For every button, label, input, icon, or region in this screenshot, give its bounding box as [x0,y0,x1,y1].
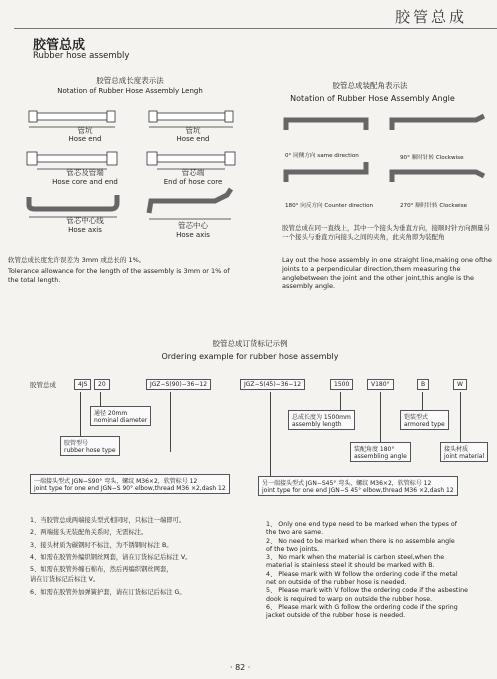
angle-title-en: Notation of Rubber Hose Assembly Angle [290,94,455,103]
length-item-4-cn: 管芯端 [181,168,205,177]
angle-desc-cn: 胶管总成在同一直线上，其中一个接头为垂直方向，接顺时针方向测量另一个接头与垂直方向接头之间的夹角，此夹角即为装配角 [282,224,490,241]
ordering-title-en: Ordering example for rubber hose assembly [161,352,339,361]
angle-item-3: 180° 向反方向 Counter direction [285,203,374,209]
length-item-1-en: Hose end [68,135,102,143]
length-item-4-en: End of hose core [163,178,223,186]
tolerance-cn: 软管总成长度允许误差为 3mm 或总长的 1%。 [8,256,146,264]
angle-item-1: 0° 同侧方向 same direction [285,153,359,159]
angle-desc-en: Lay out the hose assembly in one straight line,making one ofthe joints to a perpendicular direction,them measuring the anglebetween the joint and the other joint,this angle is the assembly angle. [282,256,492,291]
length-item-6-en: Hose axis [176,231,210,239]
header-rule [14,28,497,29]
ordering-title-cn: 胶管总成订货标记示例 [212,339,288,348]
section-title-cn: 胶管总成 [33,38,86,53]
length-item-6-cn: 管芯中心 [178,221,208,230]
tag-diameter: 通径 20mm nominal diameter [90,406,151,426]
code-joint-2: JGZ−S(45)−36−12 [240,379,305,390]
code-hose-type: 4JS [74,379,91,390]
tag-length: 总成长度为 1500mm assembly length [288,410,355,430]
length-title-en: Notation of Rubber Hose Assembly Lengh [57,87,203,95]
tolerance-en: Tolerance allowance for the length of the assembly is 3mm or 1% of the total length. [8,267,230,284]
tag-hose-type: 胶管型号 rubber hose type [60,436,120,456]
code-length: 1500 [330,379,353,390]
page-number: · 82 · [230,663,251,672]
code-armor: B [417,379,429,390]
length-item-1-cn: 管坑 [77,126,93,135]
page-header [0,0,497,36]
length-item-3-en: Hose core and end [52,178,118,186]
length-item-2-cn: 管坑 [185,126,201,135]
tag-angle: 装配角度 180° assembling angle [350,442,411,462]
angle-title-cn: 胶管总成装配角表示法 [332,81,408,90]
angle-item-2: 90° 顺时针转 Clockwise [400,155,464,161]
length-item-2-en: Hose end [176,135,210,143]
length-item-5-en: Hose axis [68,226,102,234]
code-material: W [453,379,467,390]
code-angle: V180° [367,379,394,390]
tag-joint-1: 一端接头型式 JGN−S90° 弯头，螺纹 M36×2，软管标号 12 joint type for one end JGN−S 90° elbow,thread M36 ×2,dash 12 [30,474,230,494]
length-title-cn: 胶管总成长度表示法 [96,76,164,85]
angle-item-4: 270° 顺时针转 Clockwise [400,203,468,209]
length-item-3-cn: 管芯及管端 [66,168,104,177]
code-diameter: 20 [94,379,110,390]
section-title-en: Rubber hose assembly [33,51,130,61]
code-joint-1: JGZ−S(90)−36−12 [146,379,211,390]
length-item-5-cn: 管芯中心线 [66,216,104,225]
notes-cn: 1、当胶管总成两端接头型式相同时，只标注一端即可。 2、两端接头无装配角关系时，无需标注。 3、接头材质为碳钢时不标注，为不锈钢时标注 B。 4、如需在胶管外编织钢丝网套，请在订货标记后标注 V。 5、如需在胶管外缠石棉布，然后再编织钢丝网套， 请在订货标记后标注 V。 6、如需在胶管外加弹簧护套，请在订货标记后标注 G。 [30,517,192,596]
notes-en: 1、 Only one end type need to be marked when the types of the two are same. 2、 No need to be marked when there is no assemble angle of the two joints. 3、 No mark when the material is carbon steel,when the material is stainless steel it should be marked with B. 4、 Please mark with W follow the ordering code if the metal net on outside of the rubber hose is needed. 5、 Please mark with V follow the ordering code if the asbestine dook is required to warp on outside the rubber hose. 6、 Please mark with G follow the ordering code if the spring jacket outside of the rubber hose is needed. [266,521,468,620]
tag-joint-material: 接头材质 joint material [440,442,488,462]
ordering-row-label: 胶管总成 [30,381,56,389]
header-title: 胶管总成 [394,8,467,26]
tag-armor: 铠装型式 armored type [400,410,449,430]
tag-joint-2: 另一端接头型式 JGN−S45° 弯头，螺纹 M36×2，软管标号 12 joint type for one end JGN−S 45° elbow,thread M36 ×2,dash 12 [258,476,458,496]
